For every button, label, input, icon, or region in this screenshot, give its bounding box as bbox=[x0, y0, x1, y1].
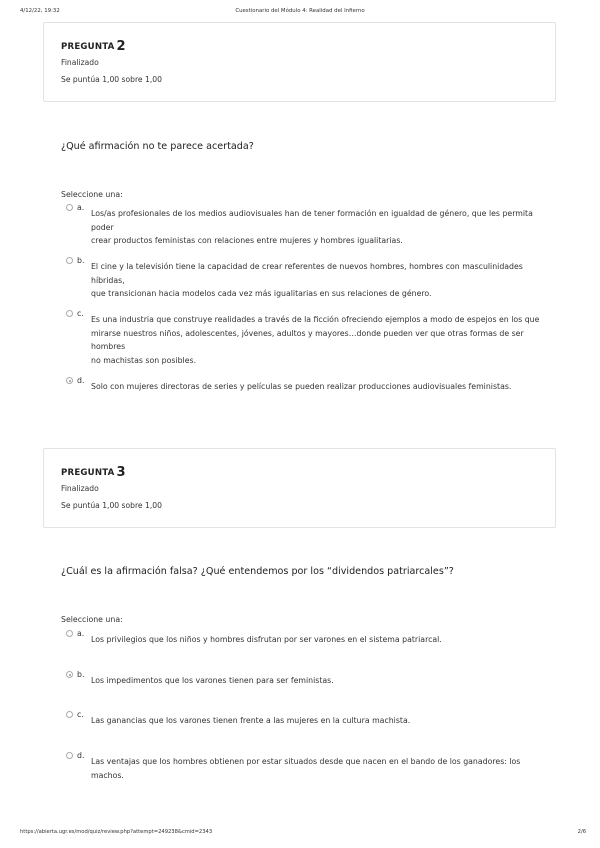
question-info-box-2 bbox=[43, 22, 556, 102]
question-label: PREGUNTA bbox=[61, 42, 115, 52]
option-text-line: Solo con mujeres directoras de series y películas se pueden realizar producciones audiovisuales feministas. bbox=[91, 382, 512, 391]
option-letter: d. bbox=[77, 376, 85, 385]
radio-button[interactable] bbox=[66, 711, 73, 718]
option-text-line: no machistas son posibles. bbox=[91, 355, 197, 365]
select-one-prompt: Seleccione una: bbox=[61, 615, 123, 624]
question-number-value: 3 bbox=[116, 465, 126, 480]
option-text bbox=[91, 313, 551, 367]
option-letter: a. bbox=[77, 629, 85, 638]
question-number-3 bbox=[61, 464, 126, 479]
radio-button-selected[interactable] bbox=[66, 377, 73, 384]
question-text-2: ¿Qué afirmación no te parece acertada? bbox=[61, 141, 254, 152]
print-date: 4/12/22, 19:32 bbox=[20, 8, 60, 14]
option-text-line: Las ganancias que los varones tienen frente a las mujeres en la cultura machista. bbox=[91, 716, 411, 725]
option-text-line: Los/as profesionales de los medios audiovisuales han de tener formación en igualdad de género, que les permita poder bbox=[91, 209, 533, 232]
option-letter: a. bbox=[77, 203, 85, 212]
question-number-value: 2 bbox=[116, 39, 126, 54]
radio-button[interactable] bbox=[66, 204, 73, 211]
option-text-line: Los privilegios que los niños y hombres disfrutan por ser varones en el sistema patriarcal. bbox=[91, 635, 442, 644]
option-text-line: El cine y la televisión tiene la capacidad de crear referentes de nuevos hombres, hombres con masculinidades híbridas, bbox=[91, 262, 523, 285]
question-state: Finalizado bbox=[61, 484, 99, 493]
print-header bbox=[0, 8, 600, 20]
option-text bbox=[91, 755, 551, 782]
question-grade: Se puntúa 1,00 sobre 1,00 bbox=[61, 75, 162, 84]
option-letter: c. bbox=[77, 710, 84, 719]
select-one-prompt: Seleccione una: bbox=[61, 190, 123, 199]
question-grade: Se puntúa 1,00 sobre 1,00 bbox=[61, 501, 162, 510]
radio-button-selected[interactable] bbox=[66, 671, 73, 678]
radio-button[interactable] bbox=[66, 310, 73, 317]
option-text bbox=[91, 714, 551, 728]
option-text bbox=[91, 380, 551, 394]
page-number: 2/6 bbox=[577, 829, 586, 835]
question-state: Finalizado bbox=[61, 58, 99, 67]
option-letter: b. bbox=[77, 670, 85, 679]
print-title: Cuestionario del Módulo 4: Realidad del Infierno bbox=[235, 8, 365, 14]
question-number-2 bbox=[61, 38, 126, 53]
option-text-line: que transicionan hacia modelos cada vez más igualitarias en sus relaciones de género. bbox=[91, 289, 432, 298]
option-letter: c. bbox=[77, 309, 84, 318]
option-text bbox=[91, 260, 551, 301]
option-letter: b. bbox=[77, 256, 85, 265]
question-label: PREGUNTA bbox=[61, 468, 115, 478]
question-info-box-3 bbox=[43, 448, 556, 528]
option-text-line: mirarse nuestros niños, adolescentes, jóvenes, adultos y mayores…donde pueden ver que otras formas de ser hombres bbox=[91, 328, 524, 351]
option-text-line: crear productos feministas con relaciones entre mujeres y hombres igualitarias. bbox=[91, 236, 403, 245]
option-letter: d. bbox=[77, 751, 85, 760]
option-text-line: Los impedimentos que los varones tienen para ser feministas. bbox=[91, 676, 334, 685]
option-text-line: Es una industria que construye realidades a través de la ficción ofreciendo ejemplos a modo de espejos en los que bbox=[91, 315, 540, 324]
radio-button[interactable] bbox=[66, 752, 73, 759]
radio-button[interactable] bbox=[66, 257, 73, 264]
option-text bbox=[91, 207, 551, 248]
print-url: https://abierta.ugr.es/mod/quiz/review.php?attempt=249238&cmid=2343 bbox=[20, 829, 213, 835]
radio-button[interactable] bbox=[66, 630, 73, 637]
option-text bbox=[91, 674, 551, 688]
question-text-3: ¿Cuál es la afirmación falsa? ¿Qué entendemos por los “dividendos patriarcales”? bbox=[61, 566, 454, 577]
option-text-line: Las ventajas que los hombres obtienen por estar situados desde que nacen en el bando de los ganadores: los machos. bbox=[91, 757, 521, 780]
option-text bbox=[91, 633, 551, 647]
